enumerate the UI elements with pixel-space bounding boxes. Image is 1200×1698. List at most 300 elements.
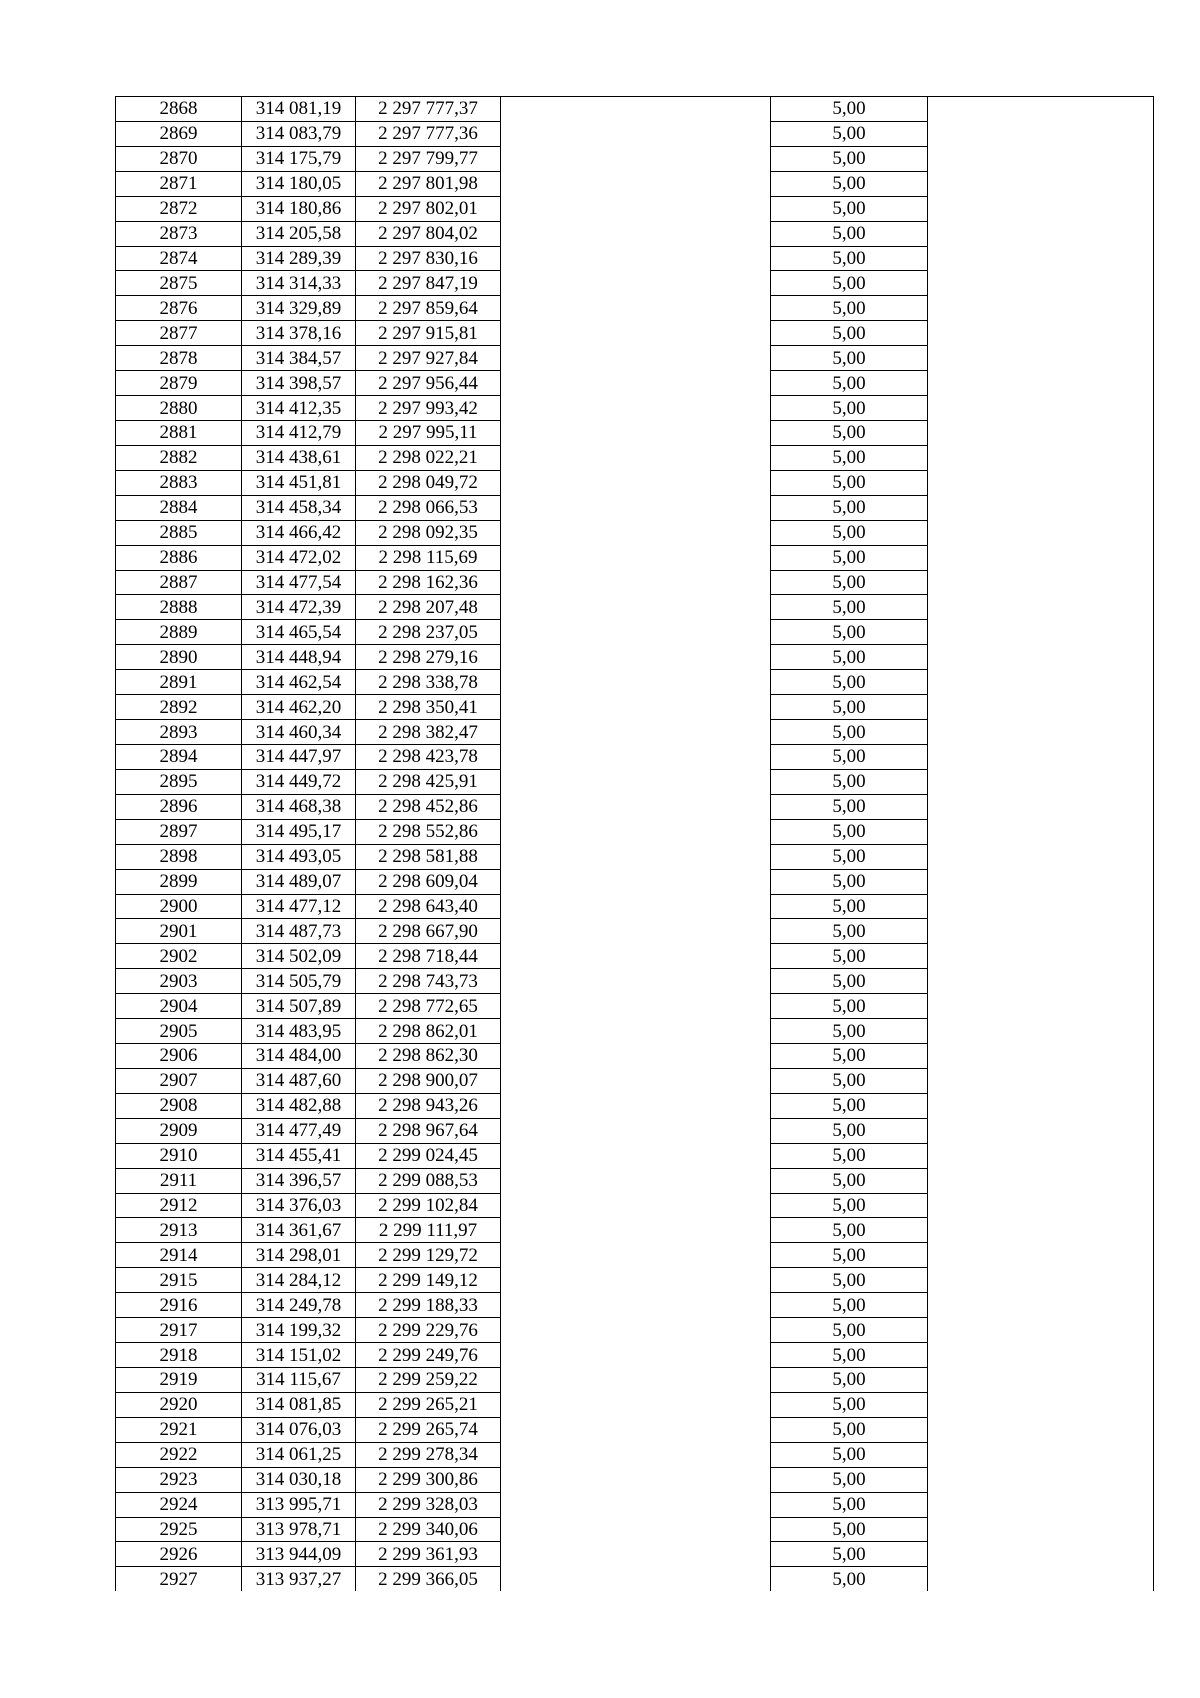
empty-cell <box>928 470 1154 495</box>
x-coordinate-cell: 314 289,39 <box>242 246 356 271</box>
accuracy-cell: 5,00 <box>771 645 928 670</box>
table-row <box>116 695 1154 720</box>
x-coordinate-cell: 314 205,58 <box>242 221 356 246</box>
x-coordinate-cell: 314 489,07 <box>242 869 356 894</box>
table-row <box>116 744 1154 769</box>
x-coordinate-cell: 314 458,34 <box>242 495 356 520</box>
empty-cell <box>501 570 771 595</box>
x-coordinate-cell: 314 484,00 <box>242 1044 356 1069</box>
table-row <box>116 595 1154 620</box>
empty-cell <box>928 595 1154 620</box>
empty-cell <box>928 520 1154 545</box>
y-coordinate-cell: 2 299 259,22 <box>356 1368 501 1393</box>
y-coordinate-cell: 2 299 129,72 <box>356 1243 501 1268</box>
empty-cell <box>928 695 1154 720</box>
y-coordinate-cell: 2 299 024,45 <box>356 1143 501 1168</box>
accuracy-cell: 5,00 <box>771 396 928 421</box>
x-coordinate-cell: 314 180,05 <box>242 171 356 196</box>
accuracy-cell: 5,00 <box>771 271 928 296</box>
x-coordinate-cell: 314 477,12 <box>242 894 356 919</box>
y-coordinate-cell: 2 297 777,36 <box>356 121 501 146</box>
x-coordinate-cell: 314 329,89 <box>242 296 356 321</box>
point-number-cell: 2915 <box>116 1268 242 1293</box>
y-coordinate-cell: 2 298 743,73 <box>356 969 501 994</box>
x-coordinate-cell: 314 249,78 <box>242 1293 356 1318</box>
x-coordinate-cell: 314 361,67 <box>242 1218 356 1243</box>
empty-cell <box>928 146 1154 171</box>
table-row <box>116 1368 1154 1393</box>
empty-cell <box>501 445 771 470</box>
point-number-cell: 2919 <box>116 1368 242 1393</box>
empty-cell <box>501 595 771 620</box>
point-number-cell: 2911 <box>116 1168 242 1193</box>
accuracy-cell: 5,00 <box>771 1044 928 1069</box>
coordinate-table-body <box>116 97 1154 1592</box>
y-coordinate-cell: 2 298 862,01 <box>356 1019 501 1044</box>
accuracy-cell: 5,00 <box>771 1268 928 1293</box>
accuracy-cell: 5,00 <box>771 869 928 894</box>
x-coordinate-cell: 314 447,97 <box>242 744 356 769</box>
accuracy-cell: 5,00 <box>771 470 928 495</box>
table-row <box>116 769 1154 794</box>
empty-cell <box>501 1542 771 1567</box>
empty-cell <box>928 346 1154 371</box>
table-row <box>116 445 1154 470</box>
empty-cell <box>928 894 1154 919</box>
accuracy-cell: 5,00 <box>771 445 928 470</box>
empty-cell <box>501 720 771 745</box>
empty-cell <box>928 1542 1154 1567</box>
accuracy-cell: 5,00 <box>771 1193 928 1218</box>
accuracy-cell: 5,00 <box>771 1517 928 1542</box>
y-coordinate-cell: 2 297 859,64 <box>356 296 501 321</box>
point-number-cell: 2890 <box>116 645 242 670</box>
empty-cell <box>928 919 1154 944</box>
empty-cell <box>501 1193 771 1218</box>
empty-cell <box>501 1143 771 1168</box>
x-coordinate-cell: 314 199,32 <box>242 1318 356 1343</box>
table-row <box>116 246 1154 271</box>
point-number-cell: 2882 <box>116 445 242 470</box>
x-coordinate-cell: 314 378,16 <box>242 321 356 346</box>
x-coordinate-cell: 314 384,57 <box>242 346 356 371</box>
point-number-cell: 2888 <box>116 595 242 620</box>
x-coordinate-cell: 314 061,25 <box>242 1442 356 1467</box>
y-coordinate-cell: 2 297 777,37 <box>356 97 501 122</box>
empty-cell <box>501 420 771 445</box>
y-coordinate-cell: 2 298 900,07 <box>356 1068 501 1093</box>
y-coordinate-cell: 2 298 552,86 <box>356 819 501 844</box>
point-number-cell: 2899 <box>116 869 242 894</box>
point-number-cell: 2892 <box>116 695 242 720</box>
x-coordinate-cell: 314 284,12 <box>242 1268 356 1293</box>
table-row <box>116 1019 1154 1044</box>
y-coordinate-cell: 2 297 830,16 <box>356 246 501 271</box>
empty-cell <box>501 346 771 371</box>
y-coordinate-cell: 2 299 188,33 <box>356 1293 501 1318</box>
empty-cell <box>928 396 1154 421</box>
point-number-cell: 2905 <box>116 1019 242 1044</box>
y-coordinate-cell: 2 298 066,53 <box>356 495 501 520</box>
table-row <box>116 1343 1154 1368</box>
empty-cell <box>501 321 771 346</box>
y-coordinate-cell: 2 299 278,34 <box>356 1442 501 1467</box>
empty-cell <box>928 670 1154 695</box>
point-number-cell: 2879 <box>116 371 242 396</box>
point-number-cell: 2876 <box>116 296 242 321</box>
table-row <box>116 919 1154 944</box>
accuracy-cell: 5,00 <box>771 969 928 994</box>
y-coordinate-cell: 2 299 361,93 <box>356 1542 501 1567</box>
table-row <box>116 171 1154 196</box>
table-row <box>116 1268 1154 1293</box>
table-row <box>116 396 1154 421</box>
table-row <box>116 1243 1154 1268</box>
y-coordinate-cell: 2 297 995,11 <box>356 420 501 445</box>
y-coordinate-cell: 2 299 229,76 <box>356 1318 501 1343</box>
y-coordinate-cell: 2 297 847,19 <box>356 271 501 296</box>
table-row <box>116 1293 1154 1318</box>
x-coordinate-cell: 314 487,60 <box>242 1068 356 1093</box>
empty-cell <box>928 1442 1154 1467</box>
empty-cell <box>928 445 1154 470</box>
point-number-cell: 2884 <box>116 495 242 520</box>
empty-cell <box>928 121 1154 146</box>
empty-cell <box>501 894 771 919</box>
point-number-cell: 2898 <box>116 844 242 869</box>
point-number-cell: 2924 <box>116 1492 242 1517</box>
x-coordinate-cell: 313 995,71 <box>242 1492 356 1517</box>
empty-cell <box>501 1019 771 1044</box>
y-coordinate-cell: 2 299 328,03 <box>356 1492 501 1517</box>
empty-cell <box>501 645 771 670</box>
accuracy-cell: 5,00 <box>771 769 928 794</box>
x-coordinate-cell: 314 483,95 <box>242 1019 356 1044</box>
accuracy-cell: 5,00 <box>771 1243 928 1268</box>
point-number-cell: 2901 <box>116 919 242 944</box>
y-coordinate-cell: 2 298 022,21 <box>356 445 501 470</box>
table-row <box>116 1093 1154 1118</box>
empty-cell <box>501 246 771 271</box>
table-row <box>116 620 1154 645</box>
empty-cell <box>501 1392 771 1417</box>
accuracy-cell: 5,00 <box>771 695 928 720</box>
table-row <box>116 97 1154 122</box>
accuracy-cell: 5,00 <box>771 744 928 769</box>
x-coordinate-cell: 314 502,09 <box>242 944 356 969</box>
empty-cell <box>928 1193 1154 1218</box>
empty-cell <box>501 1492 771 1517</box>
table-row <box>116 819 1154 844</box>
empty-cell <box>928 1168 1154 1193</box>
accuracy-cell: 5,00 <box>771 1392 928 1417</box>
table-row <box>116 869 1154 894</box>
empty-cell <box>501 969 771 994</box>
x-coordinate-cell: 314 451,81 <box>242 470 356 495</box>
empty-cell <box>501 97 771 122</box>
accuracy-cell: 5,00 <box>771 1442 928 1467</box>
x-coordinate-cell: 313 937,27 <box>242 1567 356 1591</box>
point-number-cell: 2886 <box>116 545 242 570</box>
table-row <box>116 844 1154 869</box>
empty-cell <box>501 1068 771 1093</box>
x-coordinate-cell: 314 465,54 <box>242 620 356 645</box>
empty-cell <box>928 171 1154 196</box>
coordinate-table <box>115 96 1154 1591</box>
empty-cell <box>928 296 1154 321</box>
empty-cell <box>928 944 1154 969</box>
y-coordinate-cell: 2 297 804,02 <box>356 221 501 246</box>
empty-cell <box>501 744 771 769</box>
empty-cell <box>928 1417 1154 1442</box>
point-number-cell: 2926 <box>116 1542 242 1567</box>
accuracy-cell: 5,00 <box>771 1417 928 1442</box>
empty-cell <box>928 769 1154 794</box>
empty-cell <box>928 1392 1154 1417</box>
empty-cell <box>501 1243 771 1268</box>
point-number-cell: 2920 <box>116 1392 242 1417</box>
empty-cell <box>928 221 1154 246</box>
point-number-cell: 2874 <box>116 246 242 271</box>
point-number-cell: 2910 <box>116 1143 242 1168</box>
y-coordinate-cell: 2 298 049,72 <box>356 470 501 495</box>
empty-cell <box>928 994 1154 1019</box>
accuracy-cell: 5,00 <box>771 595 928 620</box>
table-row <box>116 121 1154 146</box>
empty-cell <box>501 545 771 570</box>
point-number-cell: 2877 <box>116 321 242 346</box>
accuracy-cell: 5,00 <box>771 1492 928 1517</box>
table-row <box>116 495 1154 520</box>
empty-cell <box>501 919 771 944</box>
y-coordinate-cell: 2 298 862,30 <box>356 1044 501 1069</box>
y-coordinate-cell: 2 298 115,69 <box>356 545 501 570</box>
x-coordinate-cell: 314 466,42 <box>242 520 356 545</box>
x-coordinate-cell: 314 076,03 <box>242 1417 356 1442</box>
point-number-cell: 2883 <box>116 470 242 495</box>
x-coordinate-cell: 314 462,54 <box>242 670 356 695</box>
empty-cell <box>501 1417 771 1442</box>
accuracy-cell: 5,00 <box>771 1318 928 1343</box>
x-coordinate-cell: 314 398,57 <box>242 371 356 396</box>
x-coordinate-cell: 314 314,33 <box>242 271 356 296</box>
point-number-cell: 2918 <box>116 1343 242 1368</box>
empty-cell <box>928 620 1154 645</box>
y-coordinate-cell: 2 297 799,77 <box>356 146 501 171</box>
empty-cell <box>501 844 771 869</box>
point-number-cell: 2889 <box>116 620 242 645</box>
x-coordinate-cell: 314 449,72 <box>242 769 356 794</box>
y-coordinate-cell: 2 297 927,84 <box>356 346 501 371</box>
empty-cell <box>501 396 771 421</box>
table-row <box>116 196 1154 221</box>
accuracy-cell: 5,00 <box>771 246 928 271</box>
table-row <box>116 271 1154 296</box>
point-number-cell: 2897 <box>116 819 242 844</box>
table-row <box>116 420 1154 445</box>
point-number-cell: 2881 <box>116 420 242 445</box>
accuracy-cell: 5,00 <box>771 1019 928 1044</box>
x-coordinate-cell: 314 477,49 <box>242 1118 356 1143</box>
accuracy-cell: 5,00 <box>771 146 928 171</box>
x-coordinate-cell: 313 944,09 <box>242 1542 356 1567</box>
empty-cell <box>928 97 1154 122</box>
x-coordinate-cell: 314 298,01 <box>242 1243 356 1268</box>
y-coordinate-cell: 2 299 249,76 <box>356 1343 501 1368</box>
empty-cell <box>928 1068 1154 1093</box>
table-row <box>116 1168 1154 1193</box>
y-coordinate-cell: 2 299 265,74 <box>356 1417 501 1442</box>
accuracy-cell: 5,00 <box>771 1293 928 1318</box>
y-coordinate-cell: 2 297 915,81 <box>356 321 501 346</box>
point-number-cell: 2870 <box>116 146 242 171</box>
empty-cell <box>501 1517 771 1542</box>
y-coordinate-cell: 2 299 111,97 <box>356 1218 501 1243</box>
accuracy-cell: 5,00 <box>771 1343 928 1368</box>
accuracy-cell: 5,00 <box>771 844 928 869</box>
accuracy-cell: 5,00 <box>771 1467 928 1492</box>
x-coordinate-cell: 314 081,19 <box>242 97 356 122</box>
empty-cell <box>501 695 771 720</box>
y-coordinate-cell: 2 299 265,21 <box>356 1392 501 1417</box>
empty-cell <box>928 321 1154 346</box>
empty-cell <box>928 720 1154 745</box>
empty-cell <box>501 994 771 1019</box>
y-coordinate-cell: 2 298 423,78 <box>356 744 501 769</box>
x-coordinate-cell: 314 507,89 <box>242 994 356 1019</box>
accuracy-cell: 5,00 <box>771 221 928 246</box>
y-coordinate-cell: 2 298 718,44 <box>356 944 501 969</box>
point-number-cell: 2909 <box>116 1118 242 1143</box>
accuracy-cell: 5,00 <box>771 1068 928 1093</box>
x-coordinate-cell: 314 083,79 <box>242 121 356 146</box>
accuracy-cell: 5,00 <box>771 121 928 146</box>
y-coordinate-cell: 2 298 382,47 <box>356 720 501 745</box>
accuracy-cell: 5,00 <box>771 196 928 221</box>
accuracy-cell: 5,00 <box>771 371 928 396</box>
y-coordinate-cell: 2 299 102,84 <box>356 1193 501 1218</box>
point-number-cell: 2875 <box>116 271 242 296</box>
accuracy-cell: 5,00 <box>771 1093 928 1118</box>
empty-cell <box>928 196 1154 221</box>
empty-cell <box>501 495 771 520</box>
y-coordinate-cell: 2 299 300,86 <box>356 1467 501 1492</box>
empty-cell <box>928 1368 1154 1393</box>
empty-cell <box>928 1293 1154 1318</box>
empty-cell <box>501 944 771 969</box>
empty-cell <box>928 1143 1154 1168</box>
y-coordinate-cell: 2 298 667,90 <box>356 919 501 944</box>
point-number-cell: 2868 <box>116 97 242 122</box>
x-coordinate-cell: 314 472,02 <box>242 545 356 570</box>
table-row <box>116 1392 1154 1417</box>
point-number-cell: 2921 <box>116 1417 242 1442</box>
empty-cell <box>928 744 1154 769</box>
y-coordinate-cell: 2 297 801,98 <box>356 171 501 196</box>
point-number-cell: 2900 <box>116 894 242 919</box>
x-coordinate-cell: 314 448,94 <box>242 645 356 670</box>
empty-cell <box>928 1343 1154 1368</box>
x-coordinate-cell: 314 472,39 <box>242 595 356 620</box>
point-number-cell: 2904 <box>116 994 242 1019</box>
x-coordinate-cell: 314 462,20 <box>242 695 356 720</box>
x-coordinate-cell: 314 477,54 <box>242 570 356 595</box>
accuracy-cell: 5,00 <box>771 1542 928 1567</box>
table-row <box>116 994 1154 1019</box>
y-coordinate-cell: 2 297 956,44 <box>356 371 501 396</box>
accuracy-cell: 5,00 <box>771 670 928 695</box>
empty-cell <box>928 495 1154 520</box>
empty-cell <box>928 1567 1154 1591</box>
table-row <box>116 1467 1154 1492</box>
accuracy-cell: 5,00 <box>771 994 928 1019</box>
y-coordinate-cell: 2 298 207,48 <box>356 595 501 620</box>
accuracy-cell: 5,00 <box>771 1118 928 1143</box>
table-row <box>116 645 1154 670</box>
point-number-cell: 2907 <box>116 1068 242 1093</box>
point-number-cell: 2908 <box>116 1093 242 1118</box>
empty-cell <box>501 146 771 171</box>
point-number-cell: 2887 <box>116 570 242 595</box>
empty-cell <box>501 869 771 894</box>
empty-cell <box>928 371 1154 396</box>
empty-cell <box>501 1318 771 1343</box>
empty-cell <box>928 844 1154 869</box>
table-row <box>116 1442 1154 1467</box>
table-row <box>116 1542 1154 1567</box>
empty-cell <box>501 1168 771 1193</box>
x-coordinate-cell: 314 115,67 <box>242 1368 356 1393</box>
empty-cell <box>928 1243 1154 1268</box>
accuracy-cell: 5,00 <box>771 919 928 944</box>
empty-cell <box>501 121 771 146</box>
x-coordinate-cell: 314 495,17 <box>242 819 356 844</box>
x-coordinate-cell: 313 978,71 <box>242 1517 356 1542</box>
empty-cell <box>928 271 1154 296</box>
accuracy-cell: 5,00 <box>771 1567 928 1591</box>
accuracy-cell: 5,00 <box>771 545 928 570</box>
y-coordinate-cell: 2 298 967,64 <box>356 1118 501 1143</box>
y-coordinate-cell: 2 298 772,65 <box>356 994 501 1019</box>
point-number-cell: 2893 <box>116 720 242 745</box>
point-number-cell: 2873 <box>116 221 242 246</box>
x-coordinate-cell: 314 175,79 <box>242 146 356 171</box>
empty-cell <box>501 620 771 645</box>
table-row <box>116 720 1154 745</box>
table-row <box>116 545 1154 570</box>
accuracy-cell: 5,00 <box>771 1218 928 1243</box>
accuracy-cell: 5,00 <box>771 495 928 520</box>
table-row <box>116 470 1154 495</box>
y-coordinate-cell: 2 299 366,05 <box>356 1567 501 1591</box>
empty-cell <box>928 645 1154 670</box>
accuracy-cell: 5,00 <box>771 171 928 196</box>
empty-cell <box>928 1467 1154 1492</box>
empty-cell <box>928 545 1154 570</box>
point-number-cell: 2923 <box>116 1467 242 1492</box>
y-coordinate-cell: 2 298 609,04 <box>356 869 501 894</box>
y-coordinate-cell: 2 298 092,35 <box>356 520 501 545</box>
accuracy-cell: 5,00 <box>771 570 928 595</box>
y-coordinate-cell: 2 298 943,26 <box>356 1093 501 1118</box>
empty-cell <box>928 794 1154 819</box>
point-number-cell: 2925 <box>116 1517 242 1542</box>
point-number-cell: 2896 <box>116 794 242 819</box>
y-coordinate-cell: 2 298 350,41 <box>356 695 501 720</box>
x-coordinate-cell: 314 482,88 <box>242 1093 356 1118</box>
y-coordinate-cell: 2 298 279,16 <box>356 645 501 670</box>
y-coordinate-cell: 2 299 340,06 <box>356 1517 501 1542</box>
